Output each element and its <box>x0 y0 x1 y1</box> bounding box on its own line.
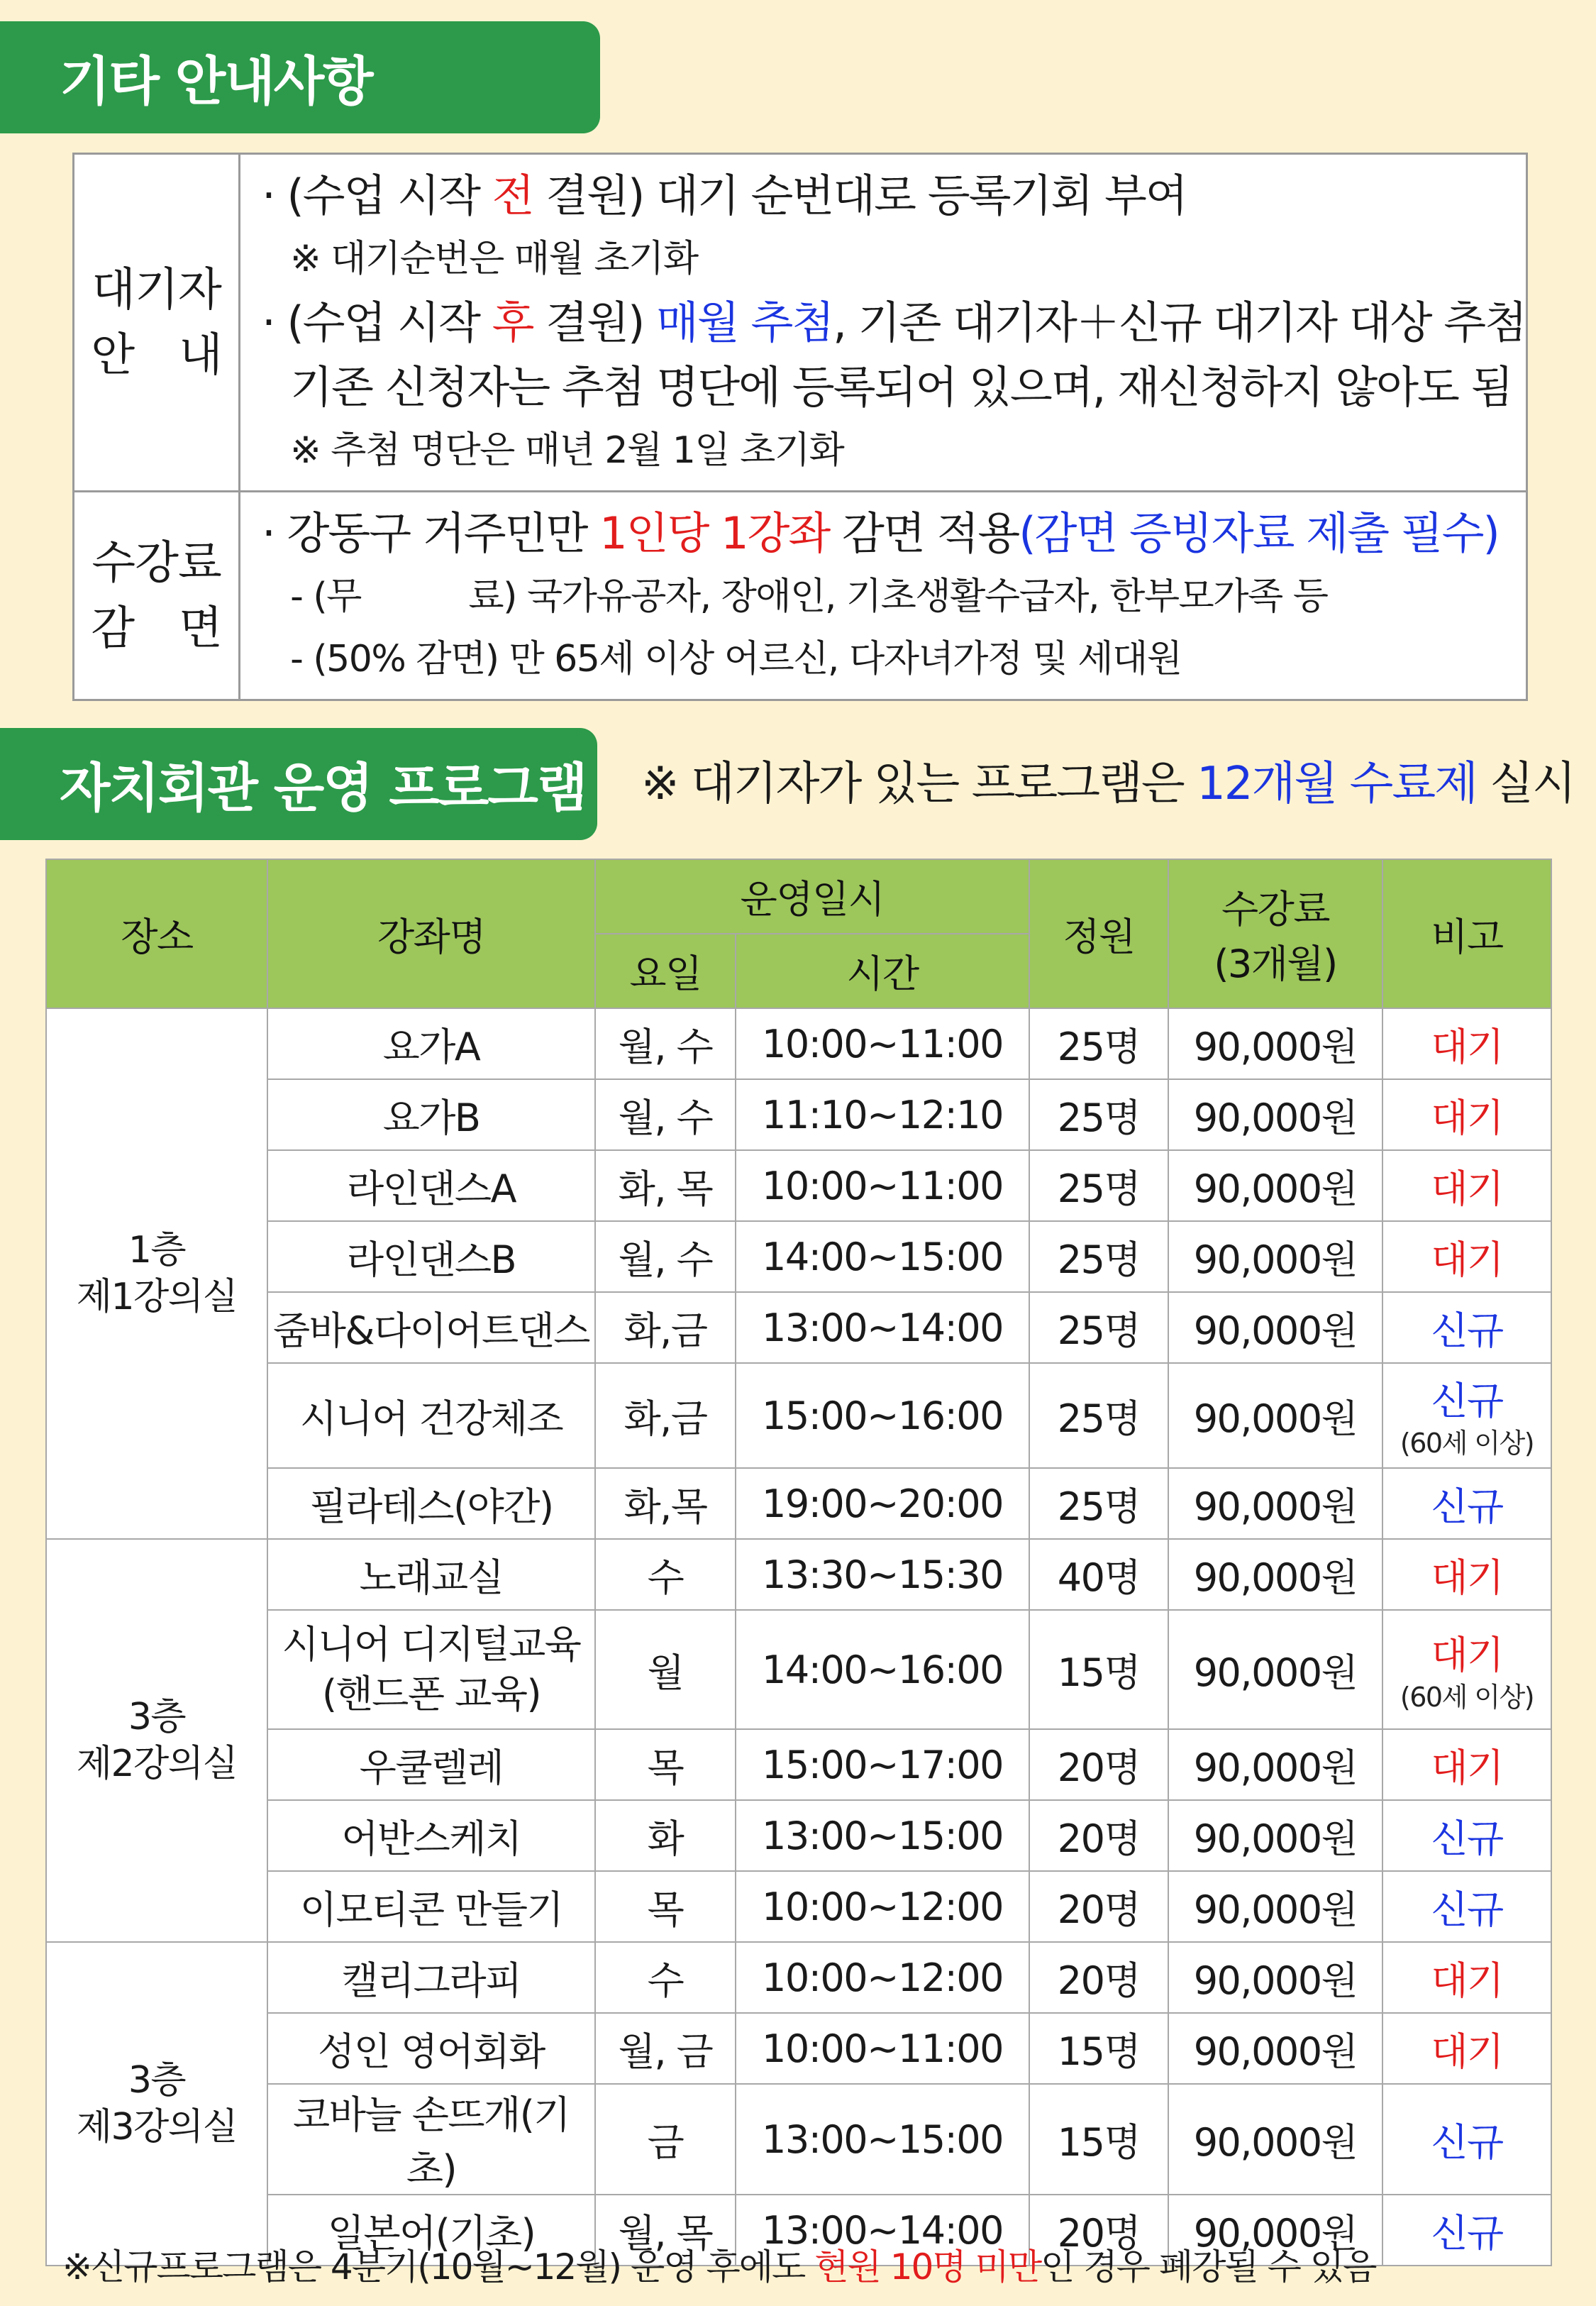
time-cell: 10:00~12:00 <box>736 1942 1029 2013</box>
capacity-cell: 20명 <box>1029 2195 1168 2266</box>
course-name: 우쿨렐레 <box>267 1729 595 1800</box>
label-line: 수강료 <box>92 536 221 590</box>
table-row <box>46 1292 1551 1363</box>
capacity-cell: 20명 <box>1029 1871 1168 1942</box>
status-badge: 신규 (60세 이상) <box>1382 1363 1551 1468</box>
course-name: 시니어 건강체조 <box>267 1363 595 1468</box>
time-cell: 13:00~14:00 <box>736 1292 1029 1363</box>
table-row <box>46 1079 1551 1150</box>
fee-cell: 90,000원 <box>1168 1871 1382 1942</box>
status-badge: 대기 <box>1382 1150 1551 1221</box>
fee-cell: 90,000원 <box>1168 1221 1382 1292</box>
header-fee: 수강료 (3개월) <box>1168 859 1382 1008</box>
fee-cell: 90,000원 <box>1168 2195 1382 2266</box>
course-name: 요가A <box>267 1008 595 1079</box>
info-line: ※ 대기순번은 매월 초기화 <box>290 238 698 280</box>
course-name: 요가B <box>267 1079 595 1150</box>
table-row <box>46 1468 1551 1539</box>
info-label-waiting <box>74 154 240 492</box>
header-time: 시간 <box>736 934 1029 1008</box>
status-badge: 신규 <box>1382 1292 1551 1363</box>
day-cell: 월, 목 <box>595 2195 736 2266</box>
day-cell: 월, 수 <box>595 1221 736 1292</box>
day-cell: 화,금 <box>595 1363 736 1468</box>
info-content-waiting <box>240 154 1527 492</box>
table-row <box>46 1800 1551 1871</box>
day-cell: 화,금 <box>595 1292 736 1363</box>
label-line: 대기자 <box>92 263 221 316</box>
day-cell: 월, 수 <box>595 1079 736 1150</box>
fee-cell: 90,000원 <box>1168 1610 1382 1729</box>
course-name: 라인댄스B <box>267 1221 595 1292</box>
day-cell: 수 <box>595 1942 736 2013</box>
status-badge: 대기 <box>1382 1221 1551 1292</box>
info-table <box>72 153 1528 701</box>
capacity-cell: 25명 <box>1029 1292 1168 1363</box>
time-cell: 13:00~15:00 <box>736 2084 1029 2195</box>
fee-cell: 90,000원 <box>1168 1079 1382 1150</box>
table-row <box>46 1221 1551 1292</box>
table-row <box>46 2084 1551 2195</box>
table-row <box>46 1942 1551 2013</box>
fee-cell: 90,000원 <box>1168 1539 1382 1610</box>
status-badge: 대기 <box>1382 1729 1551 1800</box>
status-badge: 대기 <box>1382 2013 1551 2084</box>
table-row <box>46 1539 1551 1610</box>
day-cell: 목 <box>595 1729 736 1800</box>
info-line: ※ 추첨 명단은 매년 2월 1일 초기화 <box>290 429 844 472</box>
table-row <box>46 2013 1551 2084</box>
header-capacity: 정원 <box>1029 859 1168 1008</box>
course-name: 줌바&다이어트댄스 <box>267 1292 595 1363</box>
fee-cell: 90,000원 <box>1168 1800 1382 1871</box>
time-cell: 10:00~12:00 <box>736 1871 1029 1942</box>
status-badge: 대기 <box>1382 1079 1551 1150</box>
time-cell: 15:00~17:00 <box>736 1729 1029 1800</box>
day-cell: 목 <box>595 1871 736 1942</box>
info-line: · (수업 시작 후 결원) 매월 추첨, 기존 대기자＋신규 대기자 대상 추첨 <box>262 297 1526 348</box>
fee-cell: 90,000원 <box>1168 1729 1382 1800</box>
table-row <box>46 1871 1551 1942</box>
location-cell: 3층 제2강의실 <box>46 1539 267 1942</box>
fee-cell: 90,000원 <box>1168 1942 1382 2013</box>
day-cell: 화,목 <box>595 1468 736 1539</box>
course-name: 필라테스(야간) <box>267 1468 595 1539</box>
section-title-program <box>0 728 597 840</box>
fee-cell: 90,000원 <box>1168 1292 1382 1363</box>
table-row <box>46 1363 1551 1468</box>
course-name: 캘리그라피 <box>267 1942 595 2013</box>
header-place: 장소 <box>46 859 267 1008</box>
time-cell: 14:00~16:00 <box>736 1610 1029 1729</box>
time-cell: 15:00~16:00 <box>736 1363 1029 1468</box>
label-line: 안 내 <box>91 329 222 382</box>
capacity-cell: 20명 <box>1029 1729 1168 1800</box>
course-name: 일본어(기초) <box>267 2195 595 2266</box>
program-note: ※ 대기자가 있는 프로그램은 12개월 수료제 실시 <box>641 758 1575 810</box>
day-cell: 월 <box>595 1610 736 1729</box>
table-row <box>46 1150 1551 1221</box>
info-row-waiting <box>74 154 1527 492</box>
status-badge: 신규 <box>1382 1468 1551 1539</box>
status-badge: 신규 <box>1382 2084 1551 2195</box>
status-badge: 대기 (60세 이상) <box>1382 1610 1551 1729</box>
info-row-fee <box>74 492 1527 700</box>
time-cell: 19:00~20:00 <box>736 1468 1029 1539</box>
info-label-fee <box>74 492 240 700</box>
fee-cell: 90,000원 <box>1168 2084 1382 2195</box>
capacity-cell: 25명 <box>1029 1221 1168 1292</box>
day-cell: 월, 금 <box>595 2013 736 2084</box>
time-cell: 10:00~11:00 <box>736 1150 1029 1221</box>
course-name: 노래교실 <box>267 1539 595 1610</box>
capacity-cell: 15명 <box>1029 2084 1168 2195</box>
info-line: · (수업 시작 전 결원) 대기 순번대로 등록기회 부여 <box>262 170 1187 221</box>
table-row <box>46 1008 1551 1079</box>
capacity-cell: 20명 <box>1029 1800 1168 1871</box>
course-name: 어반스케치 <box>267 1800 595 1871</box>
info-line: 기존 신청자는 추첨 명단에 등록되어 있으며, 재신청하지 않아도 됨 <box>290 361 1512 413</box>
fee-cell: 90,000원 <box>1168 2013 1382 2084</box>
section-title-text: 기타 안내사항 <box>60 51 372 112</box>
course-name: 코바늘 손뜨개(기초) <box>267 2084 595 2195</box>
capacity-cell: 15명 <box>1029 1610 1168 1729</box>
time-cell: 11:10~12:10 <box>736 1079 1029 1150</box>
capacity-cell: 25명 <box>1029 1150 1168 1221</box>
time-cell: 13:00~14:00 <box>736 2195 1029 2266</box>
capacity-cell: 25명 <box>1029 1363 1168 1468</box>
header-note: 비고 <box>1382 859 1551 1008</box>
header-day: 요일 <box>595 934 736 1008</box>
program-table <box>45 859 1552 2266</box>
header-schedule: 운영일시 <box>595 859 1029 934</box>
capacity-cell: 25명 <box>1029 1008 1168 1079</box>
time-cell: 13:30~15:30 <box>736 1539 1029 1610</box>
day-cell: 화, 목 <box>595 1150 736 1221</box>
status-badge: 신규 <box>1382 2195 1551 2266</box>
capacity-cell: 25명 <box>1029 1079 1168 1150</box>
time-cell: 10:00~11:00 <box>736 2013 1029 2084</box>
location-cell: 1층 제1강의실 <box>46 1008 267 1539</box>
header-course: 강좌명 <box>267 859 595 1008</box>
capacity-cell: 20명 <box>1029 1942 1168 2013</box>
course-name: 라인댄스A <box>267 1150 595 1221</box>
day-cell: 화 <box>595 1800 736 1871</box>
table-row <box>46 1729 1551 1800</box>
capacity-cell: 25명 <box>1029 1468 1168 1539</box>
status-badge: 신규 <box>1382 1800 1551 1871</box>
time-cell: 14:00~15:00 <box>736 1221 1029 1292</box>
fee-cell: 90,000원 <box>1168 1008 1382 1079</box>
info-content-fee <box>240 492 1527 700</box>
info-line: - (50% 감면) 만 65세 이상 어르신, 다자녀가정 및 세대원 <box>290 638 1182 680</box>
day-cell: 수 <box>595 1539 736 1610</box>
time-cell: 13:00~15:00 <box>736 1800 1029 1871</box>
info-line: - (무 료) 국가유공자, 장애인, 기초생활수급자, 한부모가족 등 <box>290 575 1328 618</box>
fee-cell: 90,000원 <box>1168 1150 1382 1221</box>
location-cell: 3층 제3강의실 <box>46 1942 267 2266</box>
day-cell: 금 <box>595 2084 736 2195</box>
section-title-etc <box>0 21 600 133</box>
section-title-text: 자치회관 운영 프로그램 <box>60 758 587 819</box>
course-name: 성인 영어회화 <box>267 2013 595 2084</box>
capacity-cell: 15명 <box>1029 2013 1168 2084</box>
day-cell: 월, 수 <box>595 1008 736 1079</box>
status-badge: 대기 <box>1382 1942 1551 2013</box>
label-line: 감 면 <box>91 602 222 655</box>
status-badge: 대기 <box>1382 1539 1551 1610</box>
fee-cell: 90,000원 <box>1168 1363 1382 1468</box>
info-line: · 강동구 거주민만 1인당 1강좌 감면 적용(감면 증빙자료 제출 필수) <box>262 507 1499 559</box>
course-name: 시니어 디지털교육 (핸드폰 교육) <box>267 1610 595 1729</box>
table-row <box>46 1610 1551 1729</box>
status-badge: 대기 <box>1382 1008 1551 1079</box>
footnote: ※신규프로그램은 4분기(10월~12월) 운영 후에도 현원 10명 미만인 경우 폐강될 수 있음 <box>62 2246 1376 2288</box>
time-cell: 10:00~11:00 <box>736 1008 1029 1079</box>
fee-cell: 90,000원 <box>1168 1468 1382 1539</box>
course-name: 이모티콘 만들기 <box>267 1871 595 1942</box>
status-badge: 신규 <box>1382 1871 1551 1942</box>
capacity-cell: 40명 <box>1029 1539 1168 1610</box>
